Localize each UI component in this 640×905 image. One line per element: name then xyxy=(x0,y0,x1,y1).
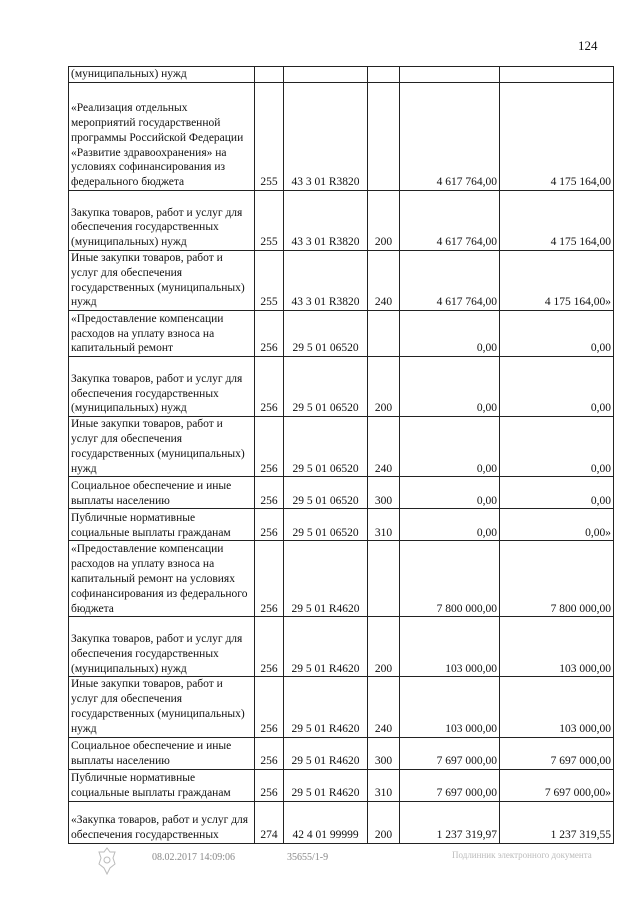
expense-type-code: 240 xyxy=(368,251,400,311)
table-row xyxy=(69,311,614,357)
amount-year-1: 0,00 xyxy=(400,477,500,509)
target-article-code: 29 5 01 06520 xyxy=(284,311,368,357)
department-code: 256 xyxy=(255,311,284,357)
amount-year-1: 0,00 xyxy=(400,357,500,417)
amount-year-2: 0,00 xyxy=(500,357,614,417)
department-code: 256 xyxy=(255,617,284,677)
row-description: «Предоставление компенсации расходов на уплату взноса на капитальный ремонт xyxy=(69,311,255,357)
target-article-code: 29 5 01 06520 xyxy=(284,477,368,509)
expense-type-code xyxy=(368,541,400,617)
coat-of-arms-icon xyxy=(96,846,118,876)
footer-date: 08.02.2017 14:09:06 xyxy=(152,852,236,863)
amount-year-2: 4 175 164,00» xyxy=(500,251,614,311)
department-code: 256 xyxy=(255,417,284,477)
amount-year-1: 7 697 000,00 xyxy=(400,769,500,801)
page-number: 124 xyxy=(578,38,598,53)
department-code: 256 xyxy=(255,737,284,769)
department-code: 256 xyxy=(255,677,284,737)
row-description: «Реализация отдельных мероприятий государственной программы Российской Федерации «Развитие здравоохранения» на условиях софинансирования из федерального бюджета xyxy=(69,83,255,191)
amount-year-2: 7 697 000,00 xyxy=(500,737,614,769)
row-description: «Закупка товаров, работ и услуг для обеспечения государственных xyxy=(69,801,255,843)
row-description: Закупка товаров, работ и услуг для обеспечения государственных (муниципальных) нужд xyxy=(69,191,255,251)
electronic-document-stamp: Подлинник электронного документа xyxy=(452,850,592,860)
amount-year-1: 103 000,00 xyxy=(400,677,500,737)
table-row xyxy=(69,417,614,477)
amount-year-2 xyxy=(500,67,614,83)
table-row xyxy=(69,83,614,191)
row-description: (муниципальных) нужд xyxy=(69,67,255,83)
expense-type-code: 310 xyxy=(368,769,400,801)
target-article-code: 43 3 01 R3820 xyxy=(284,83,368,191)
amount-year-1: 103 000,00 xyxy=(400,617,500,677)
target-article-code: 29 5 01 R4620 xyxy=(284,769,368,801)
expense-type-code: 300 xyxy=(368,737,400,769)
expense-type-code: 200 xyxy=(368,801,400,843)
target-article-code: 42 4 01 99999 xyxy=(284,801,368,843)
row-description: Иные закупки товаров, работ и услуг для обеспечения государственных (муниципальных) нужд xyxy=(69,677,255,737)
row-description: Публичные нормативные социальные выплаты гражданам xyxy=(69,769,255,801)
amount-year-1: 7 800 000,00 xyxy=(400,541,500,617)
amount-year-2: 1 237 319,55 xyxy=(500,801,614,843)
table-row xyxy=(69,67,614,83)
expense-type-code: 240 xyxy=(368,677,400,737)
table-row xyxy=(69,801,614,843)
table-row xyxy=(69,509,614,541)
expense-type-code xyxy=(368,67,400,83)
expense-type-code: 200 xyxy=(368,357,400,417)
target-article-code: 29 5 01 R4620 xyxy=(284,541,368,617)
expense-type-code: 200 xyxy=(368,617,400,677)
department-code: 256 xyxy=(255,769,284,801)
amount-year-1: 4 617 764,00 xyxy=(400,83,500,191)
department-code: 255 xyxy=(255,191,284,251)
department-code: 256 xyxy=(255,541,284,617)
amount-year-2: 103 000,00 xyxy=(500,617,614,677)
target-article-code: 43 3 01 R3820 xyxy=(284,251,368,311)
target-article-code: 29 5 01 R4620 xyxy=(284,617,368,677)
department-code: 256 xyxy=(255,509,284,541)
target-article-code: 29 5 01 06520 xyxy=(284,509,368,541)
row-description: Социальное обеспечение и иные выплаты населению xyxy=(69,477,255,509)
footer-document-number: 35655/1-9 xyxy=(287,852,329,863)
target-article-code xyxy=(284,67,368,83)
amount-year-2: 0,00 xyxy=(500,417,614,477)
department-code: 274 xyxy=(255,801,284,843)
amount-year-1: 0,00 xyxy=(400,311,500,357)
target-article-code: 29 5 01 06520 xyxy=(284,357,368,417)
expense-type-code: 200 xyxy=(368,191,400,251)
table-row xyxy=(69,357,614,417)
amount-year-1: 7 697 000,00 xyxy=(400,737,500,769)
amount-year-2: 7 697 000,00» xyxy=(500,769,614,801)
amount-year-1: 0,00 xyxy=(400,509,500,541)
table-row xyxy=(69,769,614,801)
amount-year-2: 0,00» xyxy=(500,509,614,541)
table-row xyxy=(69,677,614,737)
amount-year-2: 4 175 164,00 xyxy=(500,83,614,191)
amount-year-2: 103 000,00 xyxy=(500,677,614,737)
row-description: Иные закупки товаров, работ и услуг для обеспечения государственных (муниципальных) нужд xyxy=(69,251,255,311)
department-code xyxy=(255,67,284,83)
target-article-code: 29 5 01 R4620 xyxy=(284,677,368,737)
budget-table xyxy=(68,66,614,844)
table-row xyxy=(69,737,614,769)
row-description: Закупка товаров, работ и услуг для обеспечения государственных (муниципальных) нужд xyxy=(69,357,255,417)
amount-year-1: 1 237 319,97 xyxy=(400,801,500,843)
amount-year-1: 4 617 764,00 xyxy=(400,191,500,251)
department-code: 255 xyxy=(255,251,284,311)
expense-type-code xyxy=(368,311,400,357)
expense-type-code: 240 xyxy=(368,417,400,477)
expense-type-code: 310 xyxy=(368,509,400,541)
expense-type-code: 300 xyxy=(368,477,400,509)
amount-year-1 xyxy=(400,67,500,83)
amount-year-2: 0,00 xyxy=(500,477,614,509)
row-description: «Предоставление компенсации расходов на уплату взноса на капитальный ремонт на условиях софинансирования из федерального бюджета xyxy=(69,541,255,617)
table-row xyxy=(69,617,614,677)
table-row xyxy=(69,541,614,617)
amount-year-2: 7 800 000,00 xyxy=(500,541,614,617)
target-article-code: 43 3 01 R3820 xyxy=(284,191,368,251)
row-description: Социальное обеспечение и иные выплаты населению xyxy=(69,737,255,769)
target-article-code: 29 5 01 06520 xyxy=(284,417,368,477)
amount-year-2: 0,00 xyxy=(500,311,614,357)
table-row xyxy=(69,477,614,509)
table-row xyxy=(69,251,614,311)
amount-year-1: 0,00 xyxy=(400,417,500,477)
amount-year-2: 4 175 164,00 xyxy=(500,191,614,251)
row-description: Иные закупки товаров, работ и услуг для обеспечения государственных (муниципальных) нужд xyxy=(69,417,255,477)
target-article-code: 29 5 01 R4620 xyxy=(284,737,368,769)
row-description: Публичные нормативные социальные выплаты гражданам xyxy=(69,509,255,541)
row-description: Закупка товаров, работ и услуг для обеспечения государственных (муниципальных) нужд xyxy=(69,617,255,677)
department-code: 256 xyxy=(255,477,284,509)
amount-year-1: 4 617 764,00 xyxy=(400,251,500,311)
expense-type-code xyxy=(368,83,400,191)
table-row xyxy=(69,191,614,251)
department-code: 256 xyxy=(255,357,284,417)
department-code: 255 xyxy=(255,83,284,191)
